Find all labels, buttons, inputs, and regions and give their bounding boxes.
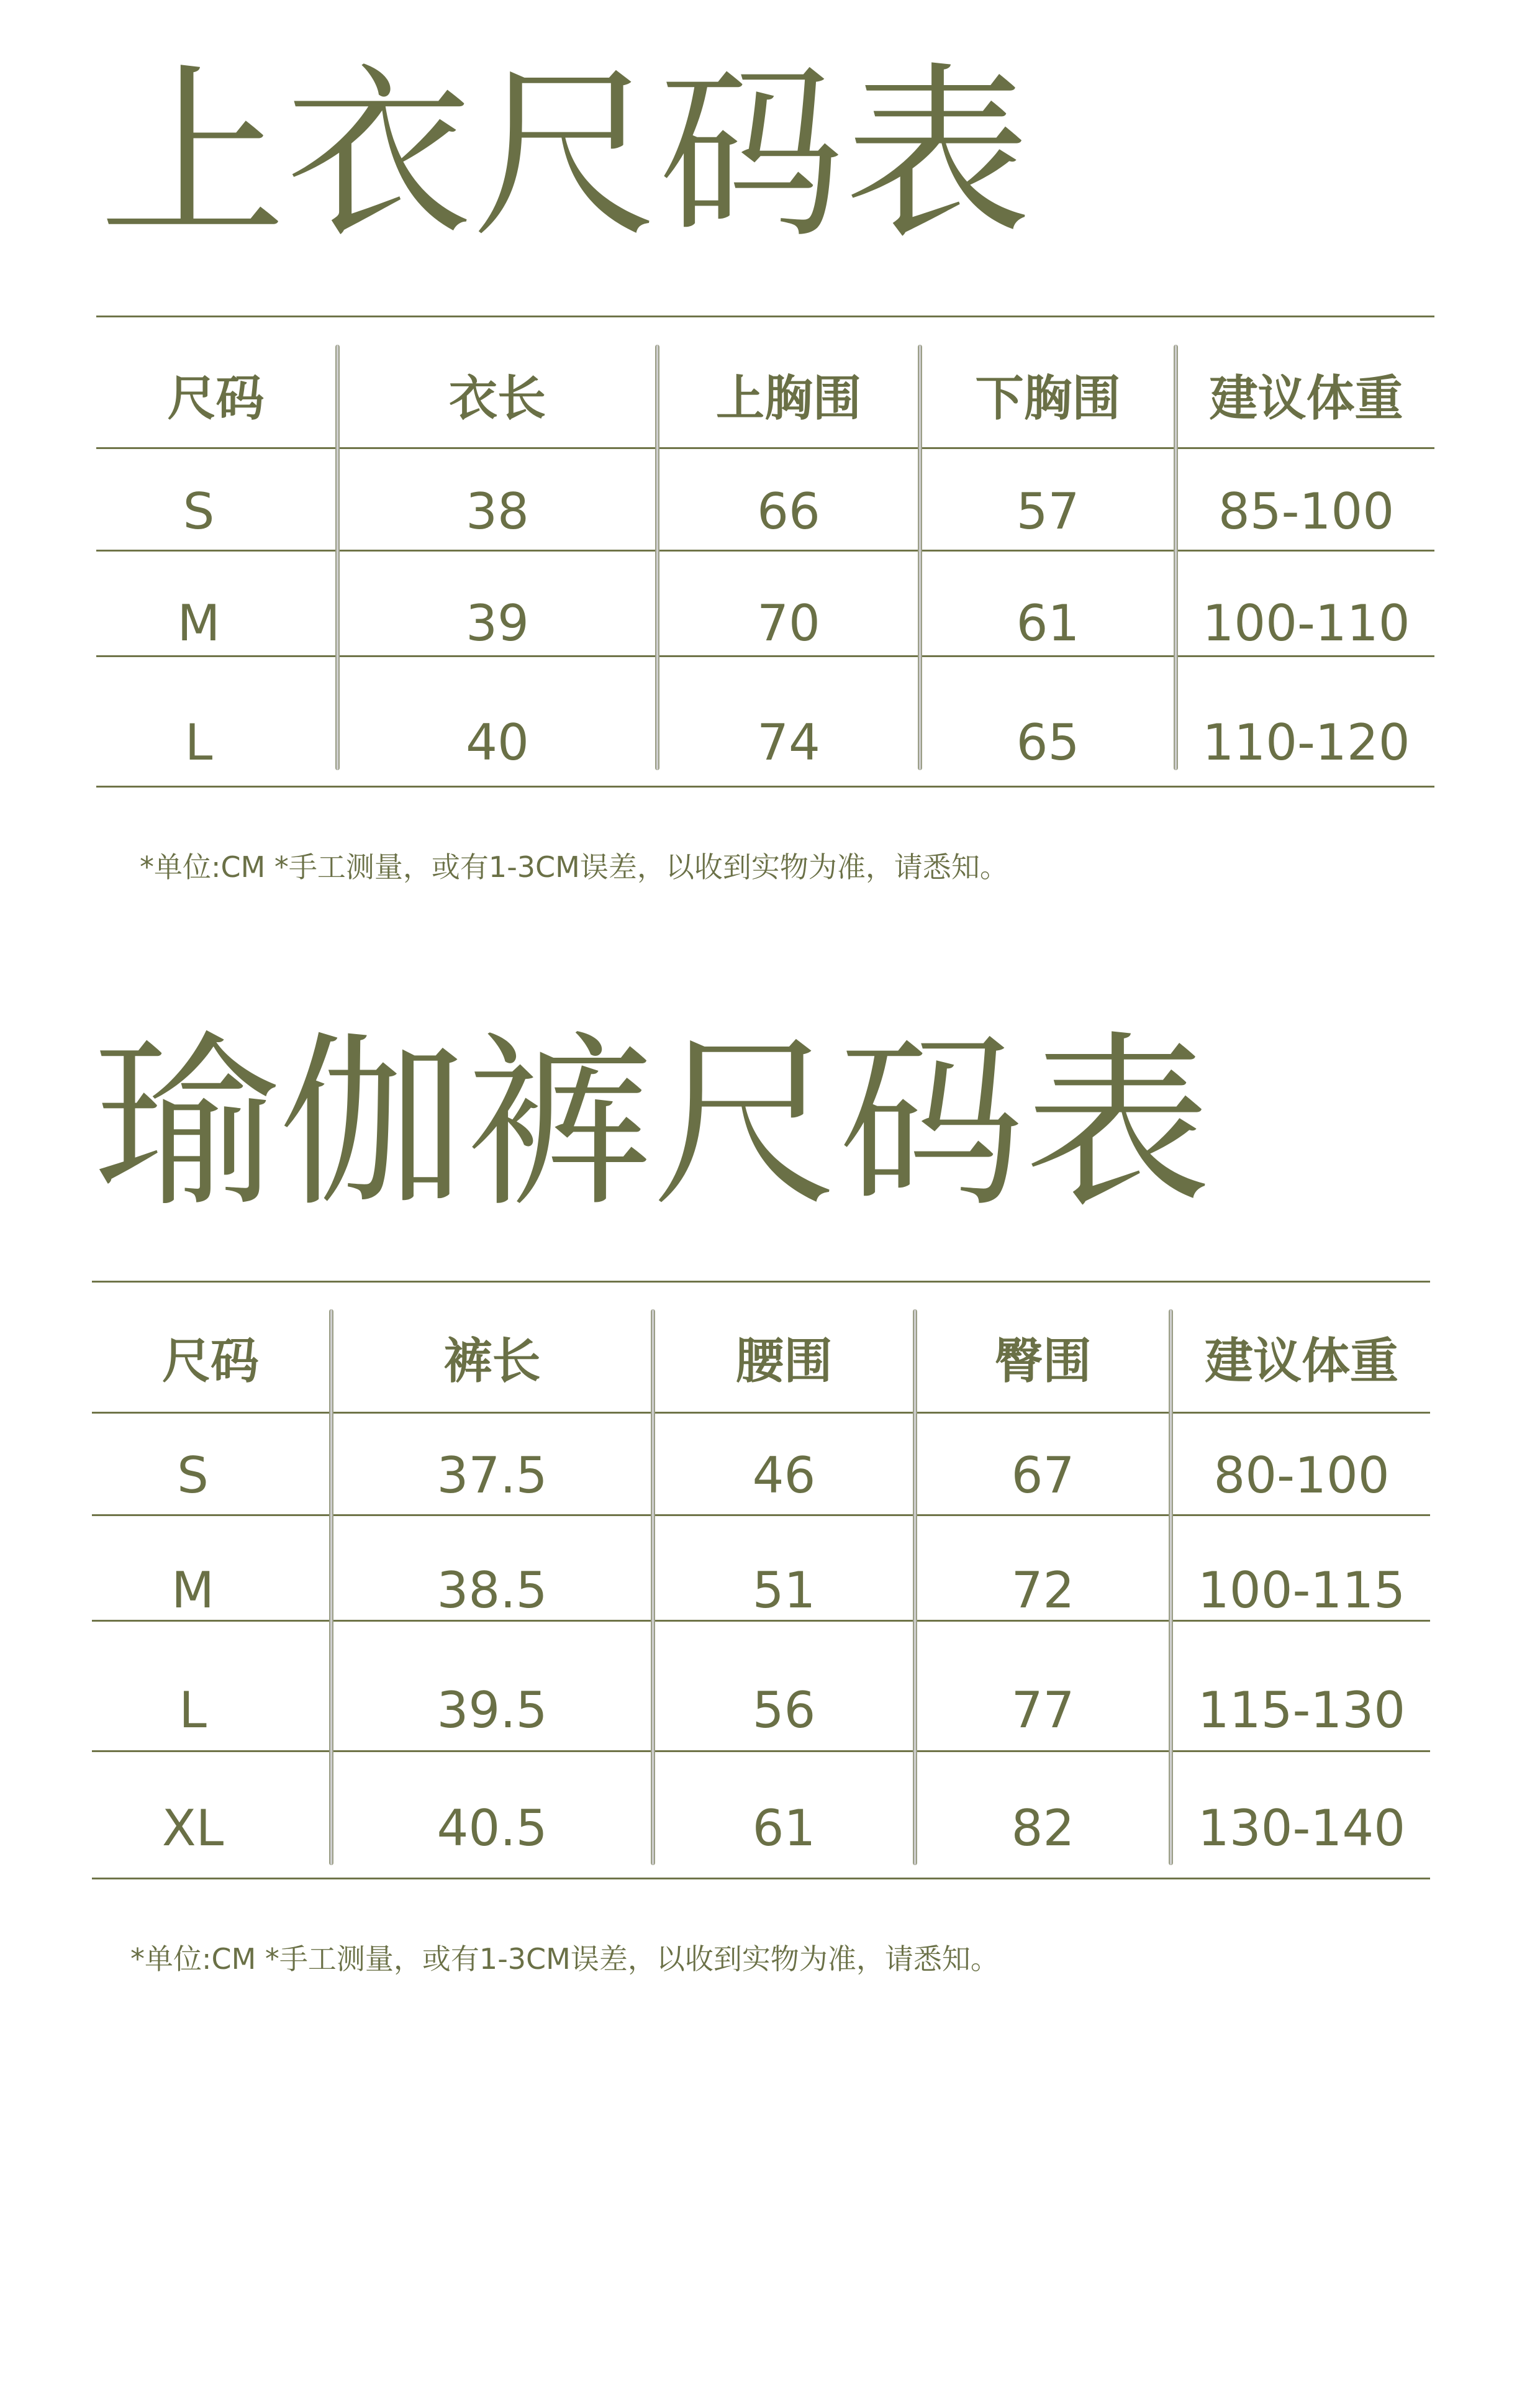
cell-waist: 61 (752, 1799, 816, 1857)
cell-waist: 51 (752, 1561, 816, 1619)
cell-under-bust: 61 (1016, 594, 1080, 652)
cell-hip: 77 (1011, 1681, 1075, 1739)
measurement-note: *单位:CM *手工测量，或有1-3CM误差，以收到实物为准，请悉知。 (130, 1942, 999, 1976)
measurement-note: *单位:CM *手工测量，或有1-3CM误差，以收到实物为准，请悉知。 (140, 850, 1008, 884)
header-length: 衣长 (448, 371, 546, 427)
table-rule (92, 1514, 1430, 1516)
table-rule (92, 1878, 1430, 1879)
cell-weight: 130-140 (1197, 1799, 1406, 1857)
cell-pants-length: 39.5 (437, 1681, 548, 1739)
column-divider (651, 1309, 655, 1865)
header-waist: 腰围 (735, 1333, 833, 1389)
cell-size: S (183, 482, 215, 540)
header-weight: 建议体重 (1209, 371, 1403, 427)
cell-size: M (177, 594, 220, 652)
cell-waist: 56 (752, 1681, 816, 1739)
cell-under-bust: 65 (1016, 713, 1080, 771)
column-divider (335, 345, 340, 770)
header-hip: 臀围 (994, 1333, 1092, 1389)
cell-hip: 72 (1011, 1561, 1075, 1619)
top-size-chart-title: 上衣尺码表 (99, 47, 1031, 263)
header-under-bust: 下胸围 (975, 371, 1121, 427)
cell-hip: 82 (1011, 1799, 1075, 1857)
cell-size: XL (161, 1799, 224, 1857)
cell-waist: 46 (752, 1446, 816, 1504)
table-rule (92, 1281, 1430, 1283)
cell-upper-bust: 70 (757, 594, 820, 652)
cell-upper-bust: 74 (757, 713, 820, 771)
cell-weight: 110-120 (1202, 713, 1410, 771)
column-divider (329, 1309, 333, 1865)
column-divider (1169, 1309, 1173, 1865)
cell-upper-bust: 66 (757, 482, 820, 540)
cell-weight: 100-110 (1202, 594, 1410, 652)
header-upper-bust: 上胸围 (715, 371, 861, 427)
table-rule (96, 447, 1434, 449)
cell-length: 39 (466, 594, 529, 652)
cell-weight: 85-100 (1218, 482, 1395, 540)
cell-weight: 80-100 (1213, 1446, 1390, 1504)
table-rule (92, 1750, 1430, 1752)
column-divider (1174, 345, 1178, 770)
cell-weight: 115-130 (1197, 1681, 1406, 1739)
cell-pants-length: 37.5 (437, 1446, 548, 1504)
pants-size-chart-title: 瑜伽裤尺码表 (93, 1015, 1211, 1232)
column-divider (913, 1309, 917, 1865)
cell-size: M (171, 1561, 215, 1619)
cell-length: 40 (466, 713, 529, 771)
header-size: 尺码 (161, 1333, 259, 1389)
cell-length: 38 (466, 482, 529, 540)
table-rule (92, 1412, 1430, 1414)
cell-size: L (184, 713, 213, 771)
cell-pants-length: 40.5 (437, 1799, 548, 1857)
cell-hip: 67 (1011, 1446, 1075, 1504)
column-divider (918, 345, 922, 770)
cell-under-bust: 57 (1016, 482, 1080, 540)
cell-size: L (179, 1681, 207, 1739)
table-rule (96, 316, 1434, 317)
header-pants-length: 裤长 (443, 1333, 541, 1389)
cell-size: S (177, 1446, 209, 1504)
cell-pants-length: 38.5 (437, 1561, 548, 1619)
header-weight: 建议体重 (1204, 1333, 1398, 1389)
header-size: 尺码 (167, 371, 265, 427)
column-divider (655, 345, 659, 770)
table-rule (96, 786, 1434, 788)
cell-weight: 100-115 (1197, 1561, 1406, 1619)
table-rule (96, 550, 1434, 552)
